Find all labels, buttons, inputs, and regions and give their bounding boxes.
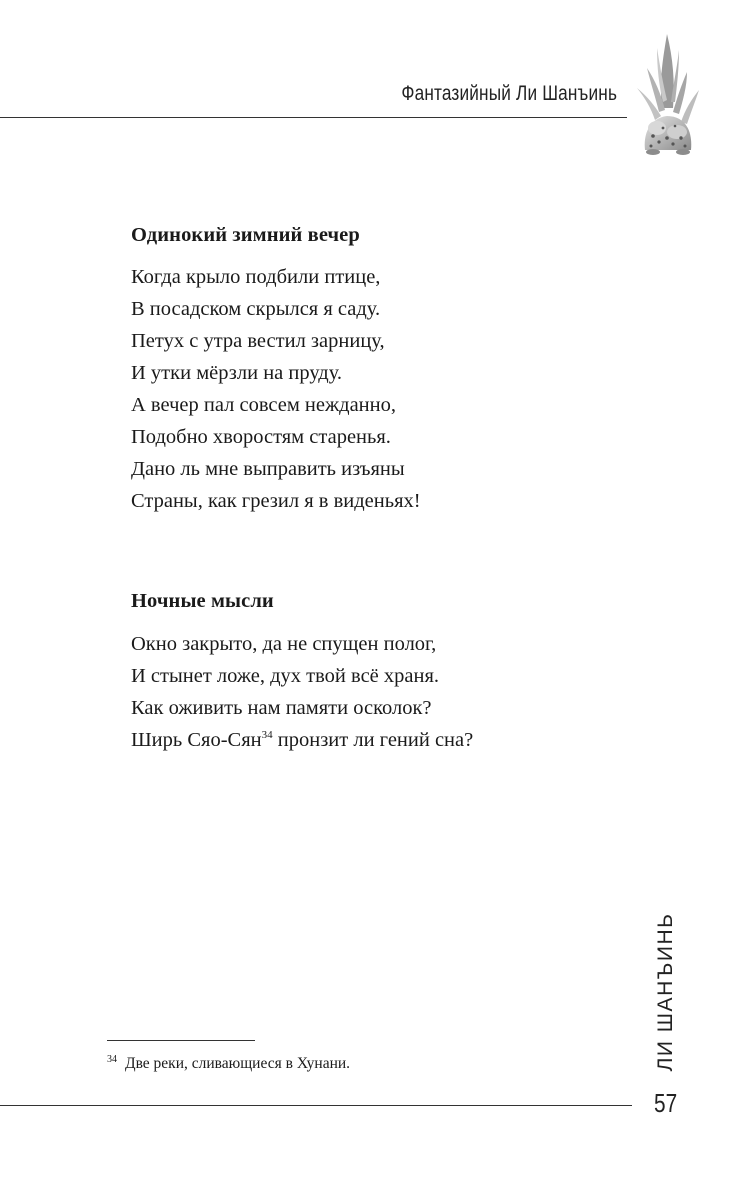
poem-stanza [131, 628, 473, 756]
poem-title: Ночные мысли [131, 590, 274, 612]
footnote-number: 34 [107, 1054, 117, 1065]
page-number: 57 [654, 1088, 678, 1118]
footnote-reference[interactable]: 34 [261, 729, 273, 741]
poem-line: Как оживить нам памяти осколок? [131, 697, 432, 719]
poem-stanza [131, 261, 421, 517]
footnote-separator [107, 1040, 255, 1041]
poem-title: Одинокий зимний вечер [131, 224, 360, 246]
poem-line: Петух с утра вестил зарницу, [131, 330, 385, 352]
poem-line-text: Ширь Сяо-Сян [131, 729, 262, 751]
poem-line: Страны, как грезил я в виденьях! [131, 490, 421, 512]
poem-line-text: пронзит ли гений сна? [272, 729, 474, 751]
header-rule [0, 117, 627, 118]
footnote-text: Две реки, сливающиеся в Хунани. [125, 1055, 351, 1072]
poem-line: В посадском скрылся я саду. [131, 298, 381, 320]
side-tab [646, 912, 686, 1072]
poem-line: Окно закрыто, да не спущен полог, [131, 633, 437, 655]
poem-line: А вечер пал совсем нежданно, [131, 394, 396, 416]
running-head [0, 60, 627, 120]
carved-figurine-emblem-icon [629, 28, 707, 160]
poem-line [131, 724, 473, 756]
poem-line: И стынет ложе, дух твой всё храня. [131, 665, 440, 687]
footer-rule [0, 1105, 632, 1106]
poem-line: Когда крыло подбили птице, [131, 266, 381, 288]
footnote [107, 1055, 350, 1073]
poem-line: И утки мёрзли на пруду. [131, 362, 343, 384]
poem-line: Подобно хворостям старенья. [131, 426, 391, 448]
running-title: Фантазийный Ли Шанъинь [401, 82, 617, 105]
poem-line: Дано ль мне выправить изъяны [131, 458, 405, 480]
side-tab-label: ЛИ ШАНЪИНЬ [654, 912, 677, 1072]
